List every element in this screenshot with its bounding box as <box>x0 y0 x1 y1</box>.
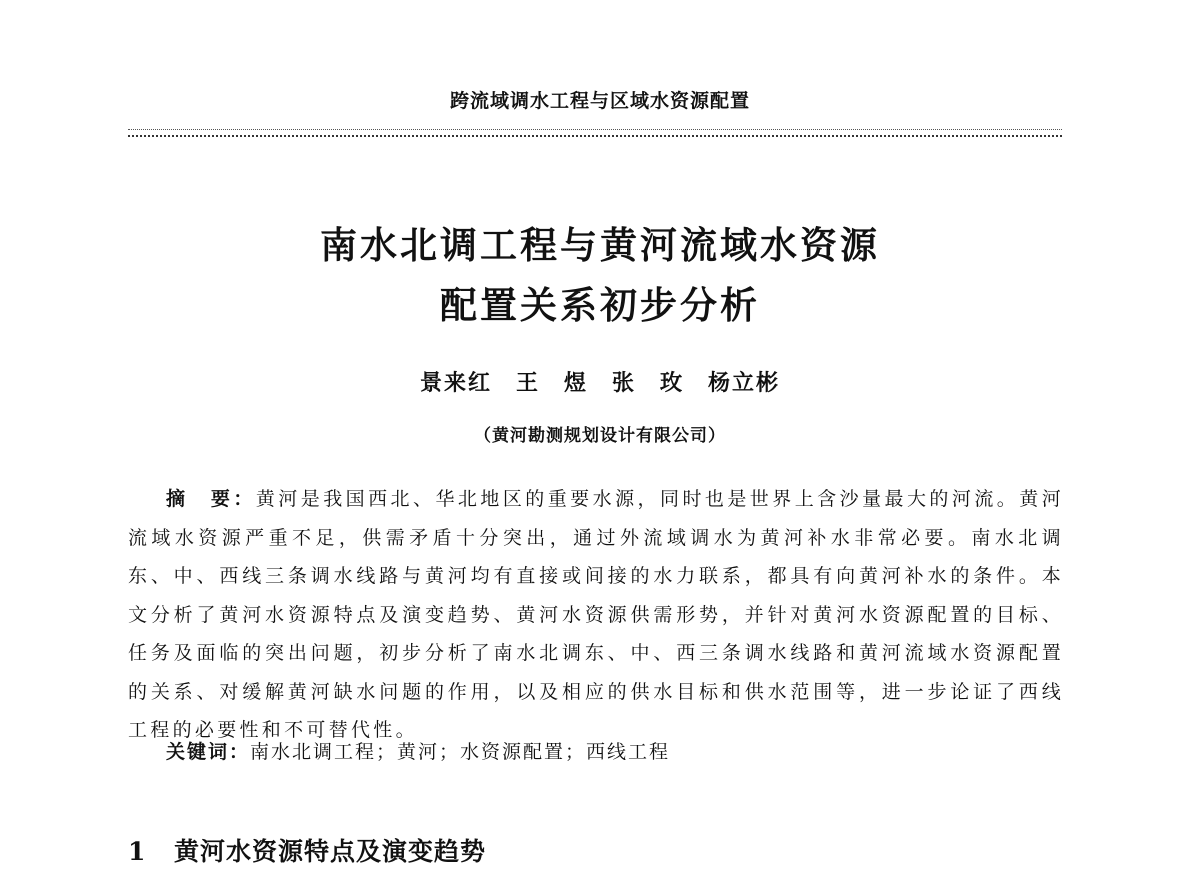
abstract-text: 黄河是我国西北、华北地区的重要水源，同时也是世界上含沙量最大的河流。黄河流域水资源严重不足，供需矛盾十分突出，通过外流域调水为黄河补水非常必要。南水北调东、中、西线三条调水线路与黄河均有直接或间接的水力联系，都具有向黄河补水的条件。本文分析了黄河水资源特点及演变趋势、黄河水资源供需形势，并针对黄河水资源配置的目标、任务及面临的突出问题，初步分析了南水北调东、中、西三条调水线路和黄河流域水资源配置的关系、对缓解黄河缺水问题的作用，以及相应的供水目标和供水范围等，进一步论证了西线工程的必要性和不可替代性。 <box>128 488 1065 741</box>
section-title: 黄河水资源特点及演变趋势 <box>174 837 487 866</box>
keywords <box>166 737 1066 764</box>
abstract <box>128 480 1064 750</box>
running-head: 跨流域调水工程与区域水资源配置 <box>449 90 750 112</box>
header-rule <box>128 129 1062 137</box>
paper-title <box>0 216 1200 336</box>
affiliation: （黄河勘测规划设计有限公司） <box>474 426 726 446</box>
section-heading <box>128 832 1028 868</box>
title-line-1: 南水北调工程与黄河流域水资源 <box>320 224 880 267</box>
keywords-label: 关键词： <box>166 741 251 763</box>
section-number: 1 <box>128 837 147 866</box>
title-line-2: 配置关系初步分析 <box>440 284 760 327</box>
abstract-label: 摘 要： <box>166 488 256 510</box>
keywords-text: 南水北调工程；黄河；水资源配置；西线工程 <box>250 741 671 763</box>
authors: 景来红 王 煜 张 玫 杨立彬 <box>419 370 780 396</box>
